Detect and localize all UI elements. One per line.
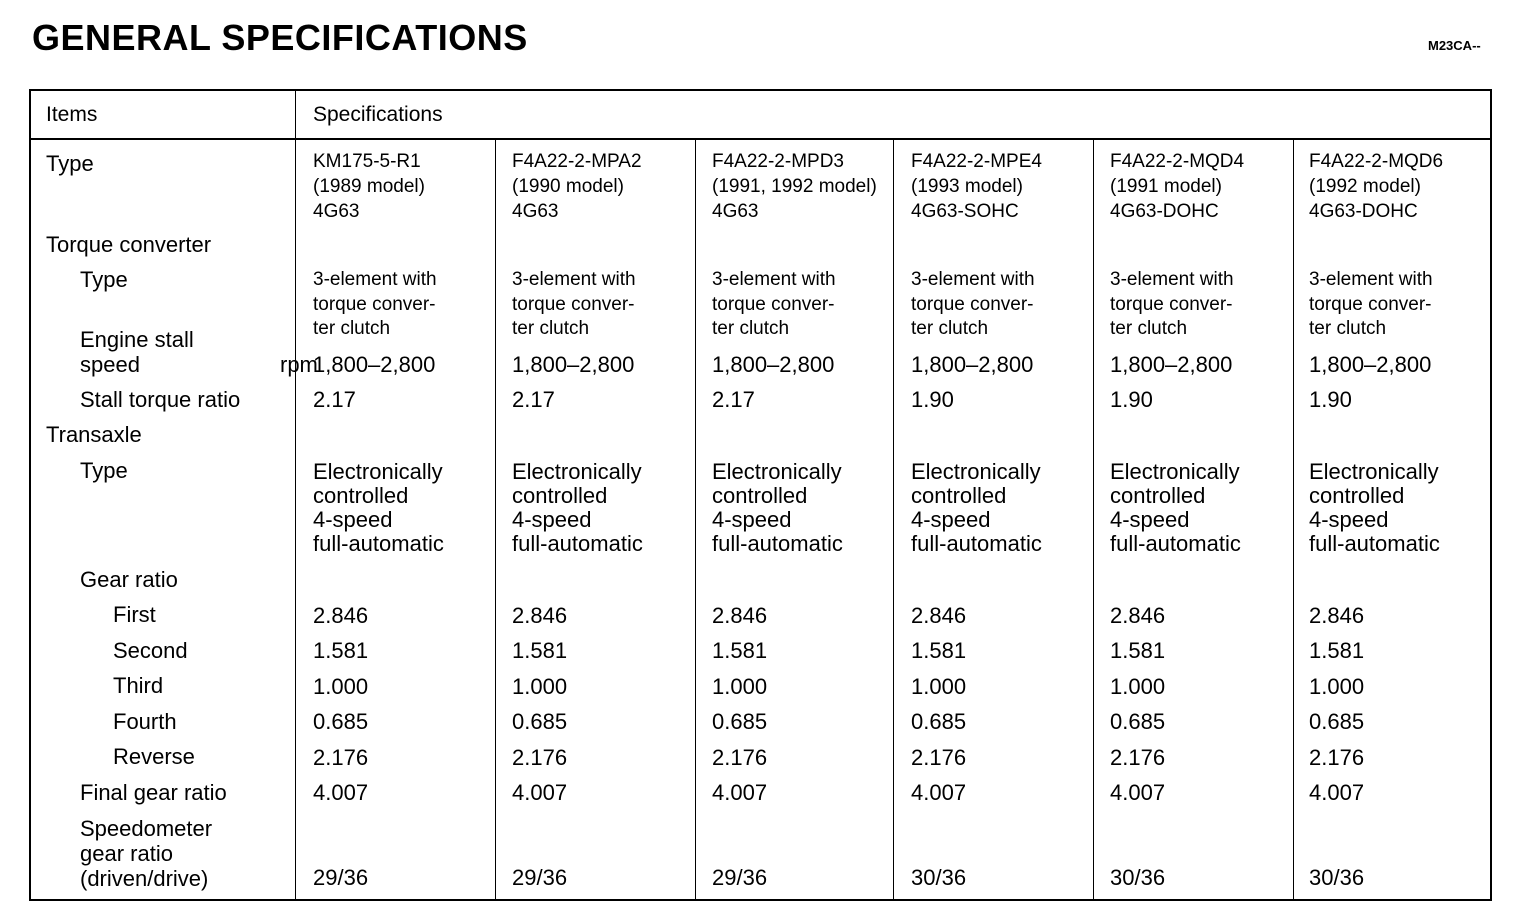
- stall-speed-cell: 1,800–2,800: [1309, 352, 1432, 377]
- column-divider: [893, 140, 894, 899]
- first-gear-cell: 2.846: [512, 603, 568, 628]
- model-cell: F4A22-2-MPA2: [512, 151, 642, 172]
- tx-type-cell-line: controlled: [712, 483, 808, 508]
- second-gear-cell: 1.581: [712, 638, 768, 663]
- tc-type-cell-line: 3-element with: [712, 269, 836, 290]
- tx-type-cell-line: Electronically: [1110, 459, 1240, 484]
- tc-type-cell: [512, 268, 636, 342]
- stall-speed-cell: 1,800–2,800: [1110, 352, 1233, 377]
- stall-speed-cell: 1,800–2,800: [712, 352, 835, 377]
- row-label-type: Type: [46, 151, 94, 176]
- fourth-gear-cell: 0.685: [1309, 709, 1365, 734]
- column-divider: [495, 140, 496, 899]
- reverse-gear-cell: 2.176: [712, 745, 768, 770]
- speedometer-ratio-cell: 29/36: [313, 865, 369, 890]
- tc-type-cell-line: 3-element with: [512, 269, 636, 290]
- row-label-second: Second: [113, 638, 188, 663]
- tx-type-cell-line: Electronically: [1309, 459, 1439, 484]
- stall-ratio-cell: 2.17: [512, 387, 555, 412]
- tc-type-cell: [712, 268, 836, 342]
- second-gear-cell: 1.581: [1309, 638, 1365, 663]
- row-label-torque-converter: Torque converter: [46, 232, 212, 257]
- model-year-cell: (1990 model): [512, 176, 624, 197]
- stall-speed-cell: 1,800–2,800: [911, 352, 1034, 377]
- fourth-gear-cell: 0.685: [313, 709, 369, 734]
- column-divider: [1093, 140, 1094, 899]
- tx-type-cell: [512, 460, 643, 556]
- engine-cell: 4G63: [313, 201, 360, 222]
- reverse-gear-cell: 2.176: [1110, 745, 1166, 770]
- first-gear-cell: 2.846: [1309, 603, 1365, 628]
- third-gear-cell: 1.000: [712, 674, 768, 699]
- third-gear-cell: 1.000: [1110, 674, 1166, 699]
- tc-type-cell-line: 3-element with: [911, 269, 1035, 290]
- row-label-third: Third: [113, 673, 164, 698]
- tc-type-cell-line: torque conver-: [512, 293, 635, 315]
- engine-cell: 4G63: [512, 201, 559, 222]
- tx-type-cell-line: Electronically: [911, 459, 1041, 484]
- final-gear-cell: 4.007: [911, 780, 967, 805]
- fourth-gear-cell: 0.685: [1110, 709, 1166, 734]
- row-label-first: First: [113, 602, 156, 627]
- row-label-speedometer-driven-drive: (driven/drive): [80, 866, 209, 891]
- row-label-tx-type: Type: [80, 458, 128, 483]
- row-label-stall-torque-ratio: Stall torque ratio: [80, 387, 241, 412]
- model-year-cell: (1993 model): [911, 176, 1023, 197]
- page-title: GENERAL SPECIFICATIONS: [32, 17, 528, 58]
- header-specifications: Specifications: [313, 103, 443, 126]
- model-year-cell: (1991 model): [1110, 176, 1222, 197]
- speedometer-ratio-cell: 30/36: [911, 865, 967, 890]
- tc-type-cell-line: ter clutch: [712, 318, 790, 339]
- final-gear-cell: 4.007: [1309, 780, 1365, 805]
- stall-ratio-cell: 1.90: [1110, 387, 1153, 412]
- row-label-transaxle: Transaxle: [46, 422, 142, 447]
- first-gear-cell: 2.846: [911, 603, 967, 628]
- tx-type-cell-line: controlled: [1309, 483, 1405, 508]
- speedometer-ratio-cell: 29/36: [512, 865, 568, 890]
- tx-type-cell-line: controlled: [512, 483, 608, 508]
- third-gear-cell: 1.000: [1309, 674, 1365, 699]
- document-code: M23CA--: [1428, 38, 1481, 53]
- second-gear-cell: 1.581: [313, 638, 369, 663]
- tc-type-cell: [1309, 268, 1433, 342]
- tx-type-cell-line: 4-speed: [712, 507, 792, 532]
- row-label-final-gear-ratio: Final gear ratio: [80, 780, 227, 805]
- second-gear-cell: 1.581: [512, 638, 568, 663]
- tx-type-cell: [1309, 460, 1440, 556]
- engine-stall-speed-text: speed: [80, 352, 140, 377]
- tx-type-cell-line: full-automatic: [712, 531, 843, 556]
- final-gear-cell: 4.007: [1110, 780, 1166, 805]
- row-label-reverse: Reverse: [113, 744, 195, 769]
- engine-stall-speed-unit: rpm: [280, 352, 318, 377]
- first-gear-cell: 2.846: [313, 603, 369, 628]
- tc-type-cell-line: ter clutch: [1110, 318, 1188, 339]
- reverse-gear-cell: 2.176: [1309, 745, 1365, 770]
- third-gear-cell: 1.000: [512, 674, 568, 699]
- tx-type-cell-line: 4-speed: [1309, 507, 1389, 532]
- stall-ratio-cell: 1.90: [911, 387, 954, 412]
- second-gear-cell: 1.581: [1110, 638, 1166, 663]
- first-gear-cell: 2.846: [1110, 603, 1166, 628]
- speedometer-ratio-cell: 29/36: [712, 865, 768, 890]
- tx-type-cell-line: 4-speed: [313, 507, 393, 532]
- fourth-gear-cell: 0.685: [712, 709, 768, 734]
- column-divider: [1293, 140, 1294, 899]
- tx-type-cell-line: controlled: [313, 483, 409, 508]
- tx-type-cell: [712, 460, 843, 556]
- row-label-gear-ratio: Gear ratio: [80, 567, 178, 592]
- model-year-cell: (1991, 1992 model): [712, 176, 877, 197]
- final-gear-cell: 4.007: [512, 780, 568, 805]
- tx-type-cell-line: controlled: [911, 483, 1007, 508]
- row-label-fourth: Fourth: [113, 709, 177, 734]
- tx-type-cell: [911, 460, 1042, 556]
- model-year-cell: (1989 model): [313, 176, 425, 197]
- header-row: [31, 91, 1490, 140]
- model-cell: F4A22-2-MQD6: [1309, 151, 1444, 172]
- model-cell: KM175-5-R1: [313, 151, 421, 172]
- third-gear-cell: 1.000: [911, 674, 967, 699]
- row-label-speedometer-gear-ratio: gear ratio: [80, 841, 173, 866]
- tx-type-cell-line: Electronically: [313, 459, 443, 484]
- tc-type-cell-line: ter clutch: [313, 318, 391, 339]
- model-cell: F4A22-2-MPD3: [712, 151, 844, 172]
- stall-ratio-cell: 1.90: [1309, 387, 1352, 412]
- speedometer-ratio-cell: 30/36: [1309, 865, 1365, 890]
- tc-type-cell-line: torque conver-: [712, 293, 835, 315]
- row-label-tc-type: Type: [80, 267, 128, 292]
- stall-ratio-cell: 2.17: [712, 387, 755, 412]
- engine-cell: 4G63-SOHC: [911, 201, 1019, 222]
- row-label-speedometer: Speedometer: [80, 816, 213, 841]
- tx-type-cell-line: Electronically: [512, 459, 642, 484]
- second-gear-cell: 1.581: [911, 638, 967, 663]
- tc-type-cell-line: ter clutch: [512, 318, 590, 339]
- engine-cell: 4G63: [712, 201, 759, 222]
- tc-type-cell-line: 3-element with: [1309, 269, 1433, 290]
- header-items: Items: [46, 103, 98, 126]
- reverse-gear-cell: 2.176: [313, 745, 369, 770]
- tx-type-cell-line: controlled: [1110, 483, 1206, 508]
- tc-type-cell-line: ter clutch: [1309, 318, 1387, 339]
- engine-cell: 4G63-DOHC: [1309, 201, 1418, 222]
- tx-type-cell-line: 4-speed: [1110, 507, 1190, 532]
- tc-type-cell-line: torque conver-: [911, 293, 1034, 315]
- tc-type-cell-line: 3-element with: [313, 269, 437, 290]
- fourth-gear-cell: 0.685: [512, 709, 568, 734]
- tc-type-cell-line: torque conver-: [1110, 293, 1233, 315]
- tx-type-cell-line: full-automatic: [512, 531, 643, 556]
- model-year-cell: (1992 model): [1309, 176, 1421, 197]
- tx-type-cell-line: full-automatic: [1110, 531, 1241, 556]
- reverse-gear-cell: 2.176: [911, 745, 967, 770]
- tx-type-cell-line: Electronically: [712, 459, 842, 484]
- final-gear-cell: 4.007: [712, 780, 768, 805]
- tc-type-cell: [911, 268, 1035, 342]
- tc-type-cell-line: 3-element with: [1110, 269, 1234, 290]
- tx-type-cell: [313, 460, 444, 556]
- column-divider: [295, 91, 296, 899]
- tc-type-cell-line: torque conver-: [1309, 293, 1432, 315]
- tc-type-cell-line: torque conver-: [313, 293, 436, 315]
- tx-type-cell-line: full-automatic: [1309, 531, 1440, 556]
- tx-type-cell-line: 4-speed: [512, 507, 592, 532]
- row-label-engine-stall: Engine stall: [80, 327, 194, 352]
- stall-speed-cell: 1,800–2,800: [313, 352, 436, 377]
- column-divider: [695, 140, 696, 899]
- model-cell: F4A22-2-MQD4: [1110, 151, 1245, 172]
- stall-ratio-cell: 2.17: [313, 387, 356, 412]
- tx-type-cell: [1110, 460, 1241, 556]
- third-gear-cell: 1.000: [313, 674, 369, 699]
- stall-speed-cell: 1,800–2,800: [512, 352, 635, 377]
- fourth-gear-cell: 0.685: [911, 709, 967, 734]
- model-cell: F4A22-2-MPE4: [911, 151, 1042, 172]
- tc-type-cell: [1110, 268, 1234, 342]
- row-label-engine-stall-speed: [80, 352, 318, 377]
- tc-type-cell: [313, 268, 437, 342]
- final-gear-cell: 4.007: [313, 780, 369, 805]
- speedometer-ratio-cell: 30/36: [1110, 865, 1166, 890]
- tc-type-cell-line: ter clutch: [911, 318, 989, 339]
- spec-table: [29, 89, 1492, 901]
- first-gear-cell: 2.846: [712, 603, 768, 628]
- tx-type-cell-line: full-automatic: [313, 531, 444, 556]
- reverse-gear-cell: 2.176: [512, 745, 568, 770]
- engine-cell: 4G63-DOHC: [1110, 201, 1219, 222]
- tx-type-cell-line: 4-speed: [911, 507, 991, 532]
- tx-type-cell-line: full-automatic: [911, 531, 1042, 556]
